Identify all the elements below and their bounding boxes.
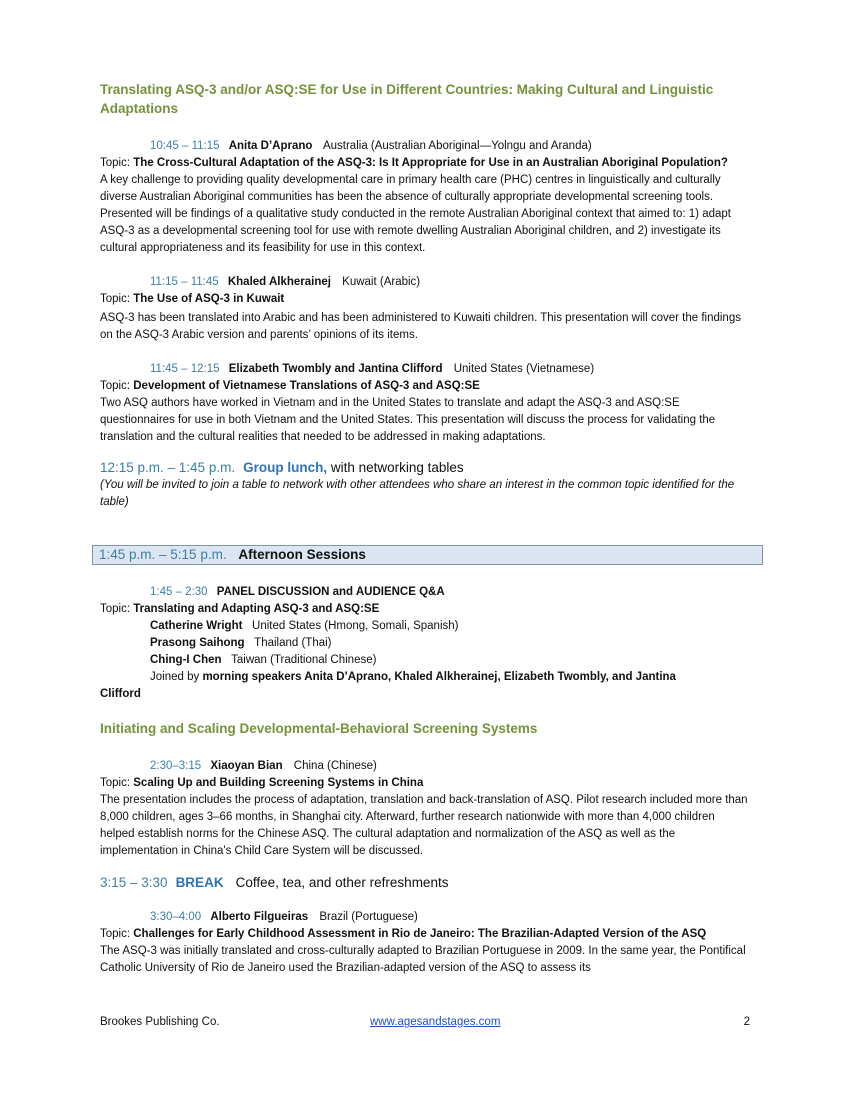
talk-filgueiras bbox=[100, 909, 750, 977]
talk-topic bbox=[100, 378, 750, 395]
topic-title: Development of Vietnamese Translations of ASQ-3 and ASQ:SE bbox=[133, 380, 480, 392]
topic-prefix: Topic: bbox=[100, 603, 134, 615]
footer-website-link[interactable]: www.agesandstages.com bbox=[370, 1016, 501, 1028]
panelist-country: Thailand (Thai) bbox=[254, 637, 332, 649]
talk-topic bbox=[100, 775, 750, 792]
talk-speaker: Anita D’Aprano bbox=[228, 140, 313, 152]
panel-joined-cont bbox=[100, 686, 750, 703]
topic-title: Translating and Adapting ASQ-3 and ASQ:SE bbox=[133, 603, 380, 615]
afternoon-sessions-bar bbox=[92, 545, 763, 565]
talk-daprano bbox=[100, 138, 750, 257]
talk-speaker: Xiaoyan Bian bbox=[210, 760, 283, 772]
panel-discussion bbox=[100, 584, 750, 703]
lunch-time: 12:15 p.m. – 1:45 p.m. bbox=[100, 460, 236, 475]
joined-prefix: Joined by bbox=[150, 671, 203, 683]
joined-names-cont: Clifford bbox=[100, 688, 141, 700]
panelist-country: Taiwan (Traditional Chinese) bbox=[231, 654, 377, 666]
talk-header bbox=[100, 758, 750, 775]
talk-time: 11:45 – 12:15 bbox=[150, 363, 220, 375]
break-time: 3:15 – 3:30 bbox=[100, 875, 168, 890]
talk-alkherainej bbox=[100, 274, 750, 344]
talk-country: Australia (Australian Aboriginal—Yolngu and Aranda) bbox=[322, 140, 592, 152]
break-line bbox=[100, 873, 750, 892]
panelist-name: Ching-I Chen bbox=[150, 654, 222, 666]
talk-description: A key challenge to providing quality developmental care in primary health care (PHC) centres in linguistically and culturally diverse Australian Aboriginal communities has been the absence of culturally appropriate developmental screening tools. Presented will be findings of a qualitative study conducted in the remote Australian Aboriginal context that aimed to: 1) adapt ASQ-3 as a developmental screening tool for use with remote dwelling Australian Aboriginal children, and 2) investigate its cultural appropriateness and its feasibility for use in this context. bbox=[100, 174, 731, 254]
talk-time: 2:30–3:15 bbox=[150, 760, 202, 772]
panelist-country: United States (Hmong, Somali, Spanish) bbox=[252, 620, 459, 632]
break-rest: Coffee, tea, and other refreshments bbox=[235, 875, 449, 890]
panel-topic bbox=[100, 601, 750, 618]
panelist-name: Catherine Wright bbox=[150, 620, 243, 632]
talk-country: United States (Vietnamese) bbox=[453, 363, 595, 375]
talk-speaker: Alberto Filgueiras bbox=[210, 911, 309, 923]
topic-prefix: Topic: bbox=[100, 928, 134, 940]
afternoon-time: 1:45 p.m. – 5:15 p.m. bbox=[99, 547, 227, 562]
panelist bbox=[100, 652, 750, 669]
section-heading-translating: Translating ASQ-3 and/or ASQ:SE for Use in Different Countries: Making Cultural and Linguistic Adaptations bbox=[100, 82, 714, 116]
topic-prefix: Topic: bbox=[100, 157, 134, 169]
page-footer bbox=[100, 1013, 750, 1031]
talk-header bbox=[100, 138, 750, 155]
footer-publisher: Brookes Publishing Co. bbox=[100, 1016, 220, 1028]
topic-title: Challenges for Early Childhood Assessment in Rio de Janeiro: The Brazilian-Adapted Version of the ASQ bbox=[133, 928, 707, 940]
talk-time: 3:30–4:00 bbox=[150, 911, 202, 923]
talk-header bbox=[100, 909, 750, 926]
talk-description: Two ASQ authors have worked in Vietnam and in the United States to translate and adapt the ASQ-3 and ASQ:SE questionnaires for use in both Vietnam and the United States. This presentation will discuss the process for validating the translation and the cultural realities that needed to be addressed in making adaptations. bbox=[100, 397, 716, 443]
page-body bbox=[100, 80, 750, 511]
panel-title: PANEL DISCUSSION and AUDIENCE Q&A bbox=[216, 586, 445, 598]
topic-title: The Use of ASQ-3 in Kuwait bbox=[133, 293, 285, 305]
talk-header bbox=[100, 361, 750, 378]
talk-topic bbox=[100, 155, 750, 172]
talk-bian bbox=[100, 758, 750, 860]
talk-country: China (Chinese) bbox=[293, 760, 377, 772]
lunch-note: (You will be invited to join a table to network with other attendees who share an interest in the common topic identified for the table) bbox=[100, 479, 735, 508]
topic-prefix: Topic: bbox=[100, 293, 134, 305]
talk-header bbox=[100, 274, 750, 291]
panelist bbox=[100, 618, 750, 635]
page-number: 2 bbox=[743, 1016, 750, 1028]
panelist bbox=[100, 635, 750, 652]
panelist-name: Prasong Saihong bbox=[150, 637, 245, 649]
topic-title: The Cross-Cultural Adaptation of the ASQ-3: Is It Appropriate for Use in an Australian Aboriginal Population? bbox=[133, 157, 728, 169]
talk-description: The ASQ-3 was initially translated and cross-culturally adapted to Brazilian Portuguese in 2009. In the same year, the Pontifical Catholic University of Rio de Janeiro used the Brazilian-adapted version of the ASQ to assess its bbox=[100, 945, 746, 974]
talk-twombly-clifford bbox=[100, 361, 750, 446]
lunch-rest: with networking tables bbox=[327, 460, 464, 475]
page-body-afternoon bbox=[100, 584, 750, 977]
talk-country: Brazil (Portuguese) bbox=[319, 911, 418, 923]
afternoon-label: Afternoon Sessions bbox=[238, 547, 366, 562]
joined-names: morning speakers Anita D’Aprano, Khaled Alkherainej, Elizabeth Twombly, and Jantina bbox=[202, 671, 676, 683]
talk-country: Kuwait (Arabic) bbox=[342, 276, 421, 288]
talk-topic bbox=[100, 291, 750, 308]
panel-time: 1:45 – 2:30 bbox=[150, 586, 208, 598]
talk-topic bbox=[100, 926, 750, 943]
topic-prefix: Topic: bbox=[100, 777, 134, 789]
topic-title: Scaling Up and Building Screening Systems in China bbox=[133, 777, 424, 789]
talk-time: 10:45 – 11:15 bbox=[150, 140, 220, 152]
talk-speaker: Khaled Alkherainej bbox=[227, 276, 331, 288]
break-label: BREAK bbox=[175, 875, 224, 890]
section-heading-initiating: Initiating and Scaling Developmental-Behavioral Screening Systems bbox=[100, 721, 538, 736]
topic-prefix: Topic: bbox=[100, 380, 134, 392]
talk-description: ASQ-3 has been translated into Arabic and has been administered to Kuwaiti children. This presentation will cover the findings on the ASQ-3 Arabic version and parents’ opinions of its items. bbox=[100, 312, 741, 341]
lunch-line bbox=[100, 458, 750, 477]
talk-description: The presentation includes the process of adaptation, translation and back-translation of ASQ. Pilot research included more than 8,000 children, ages 3–66 months, in Shanghai city. Afterward, further research nationwide with more than 4,000 children helped establish norms for the Chinese ASQ. The cultural adaptation and normalization of the ASQ as well as the implementation in China's Child Care System will be discussed. bbox=[100, 794, 748, 857]
lunch-label: Group lunch, bbox=[243, 460, 328, 475]
talk-time: 11:15 – 11:45 bbox=[150, 276, 219, 288]
talk-speaker: Elizabeth Twombly and Jantina Clifford bbox=[228, 363, 443, 375]
panel-header bbox=[100, 584, 750, 601]
panel-joined bbox=[100, 669, 750, 686]
